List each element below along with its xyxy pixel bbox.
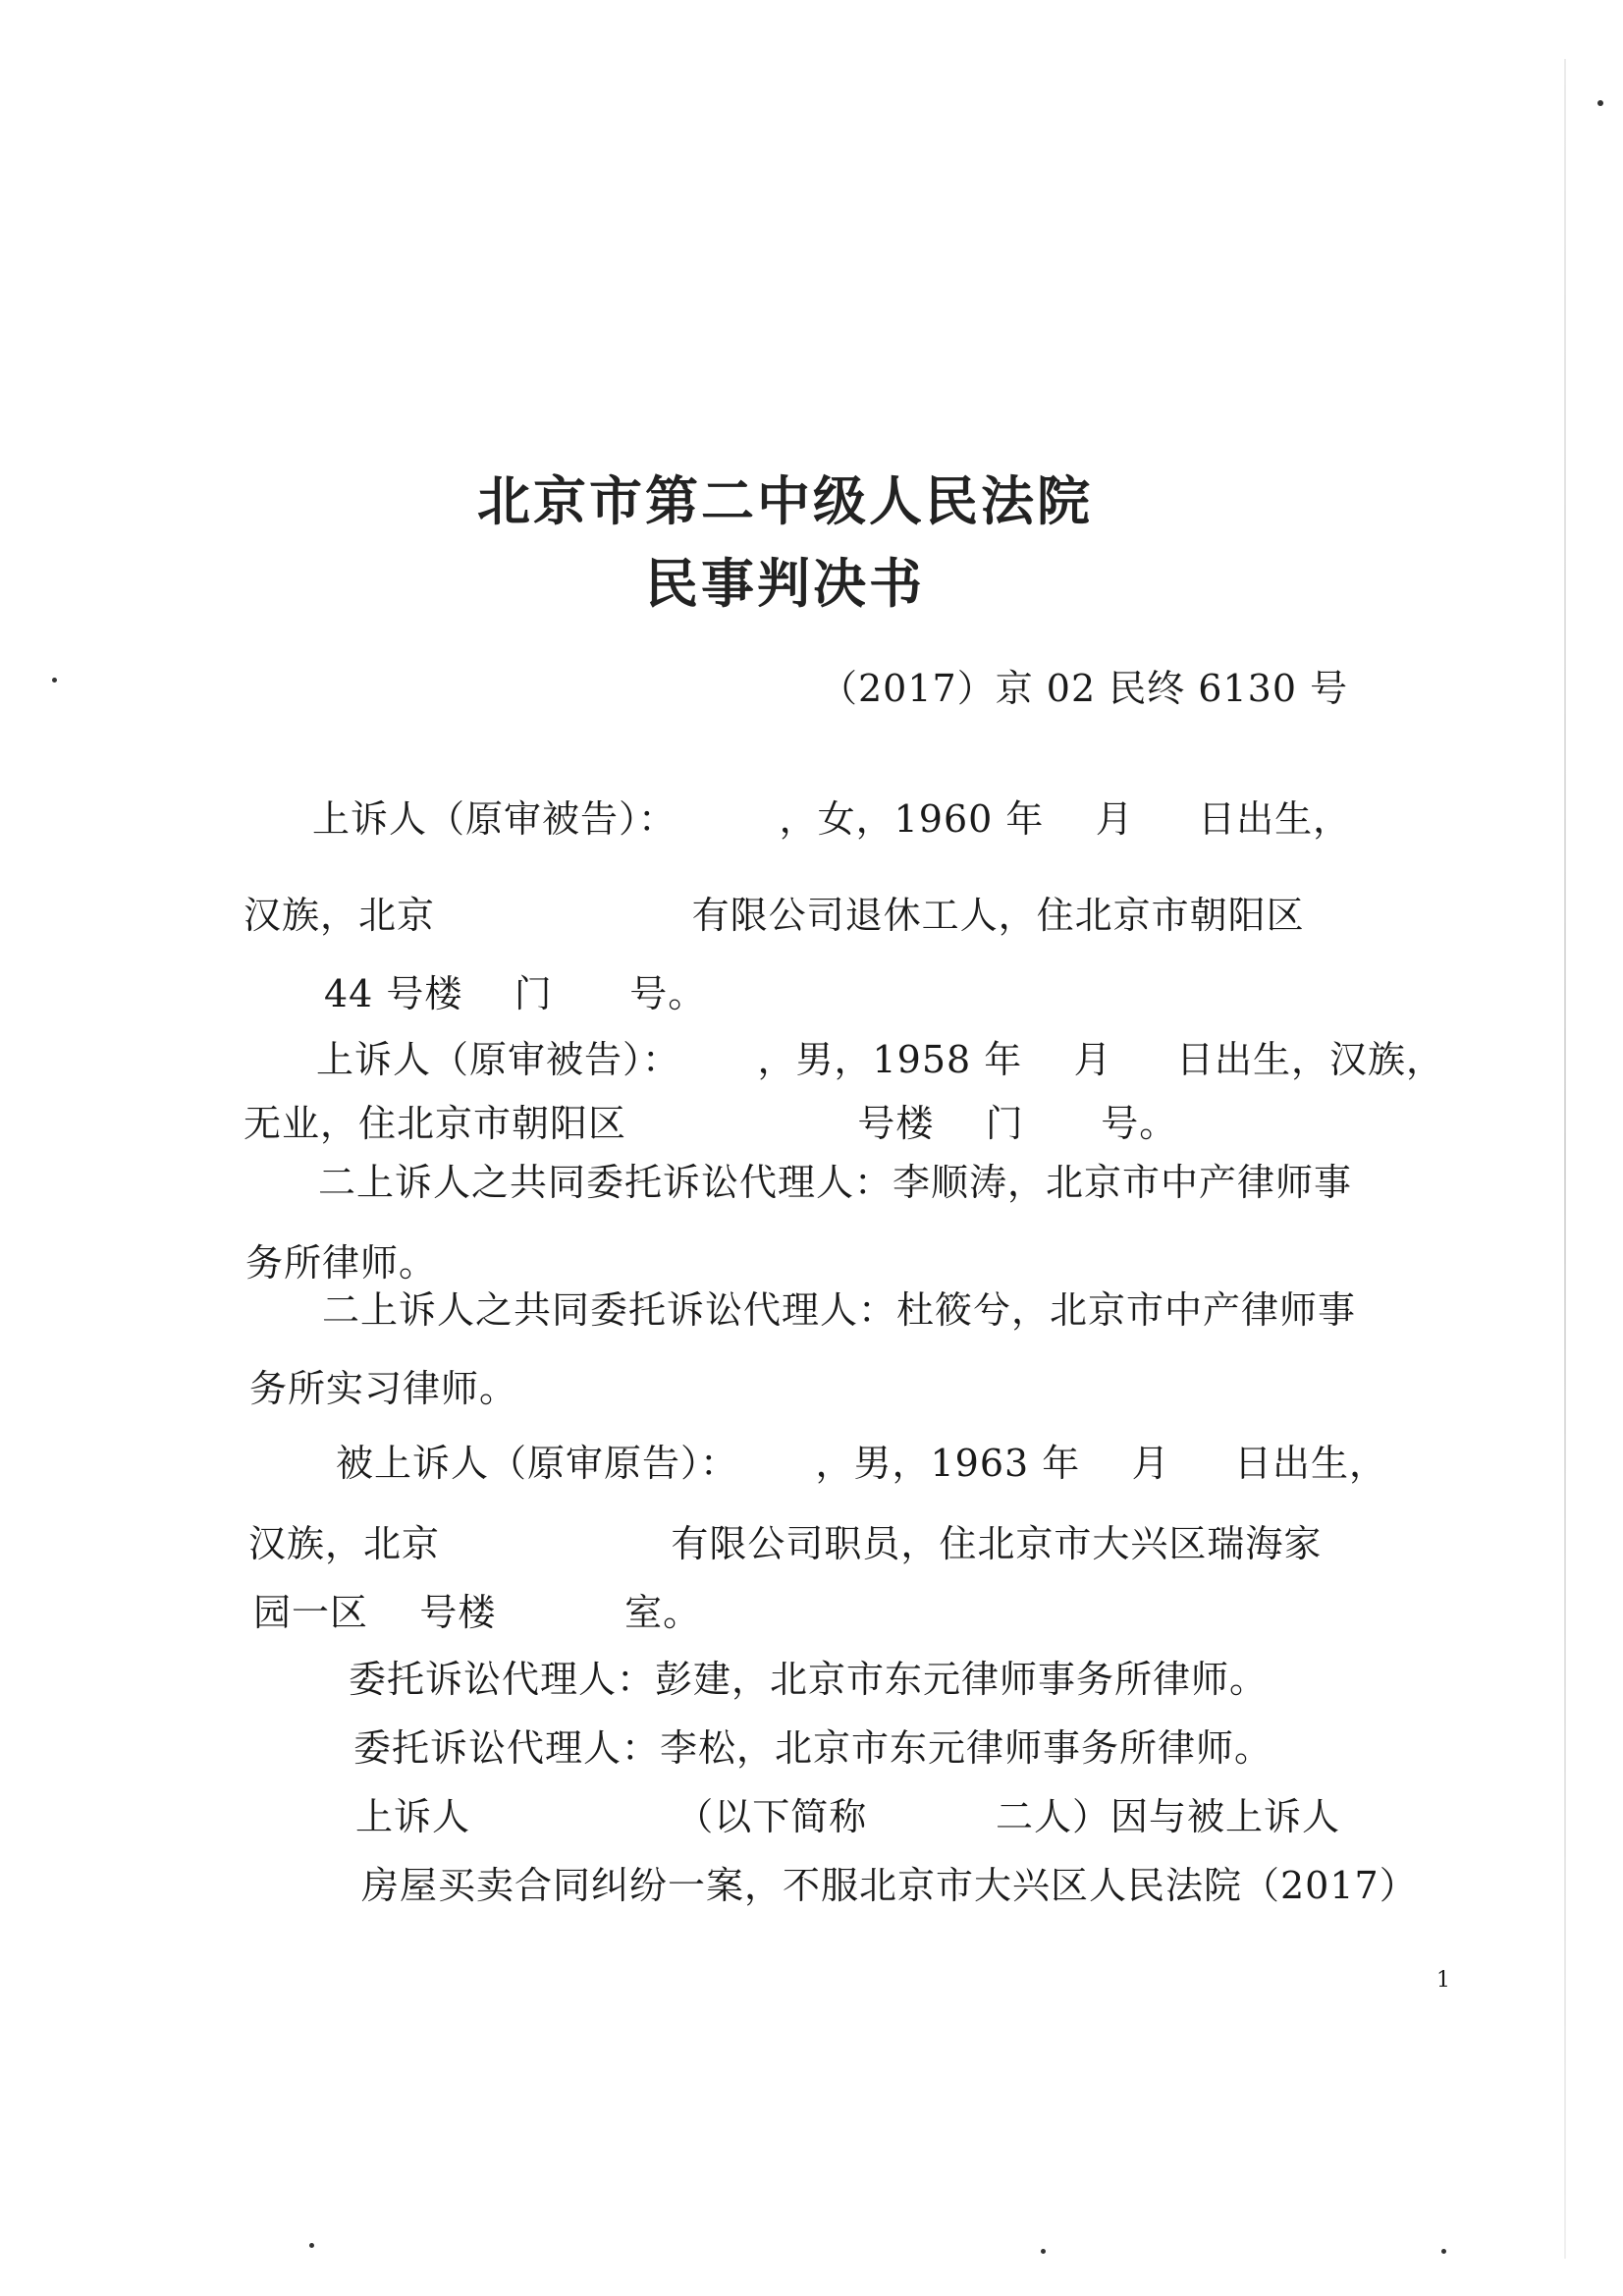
page-number: 1 [1436,1968,1450,1993]
body-line: 被上诉人（原审原告）： ，男，1963 年 月 日出生， [336,1442,1387,1485]
scan-speck [1597,100,1603,106]
scan-speck [52,678,57,683]
body-line: 二上诉人之共同委托诉讼代理人：杜筱兮，北京市中产律师事 [322,1288,1357,1332]
body-line: 务所实习律师。 [249,1367,518,1410]
body-line: 上诉人 （以下简称 二人）因与被上诉人 [355,1795,1341,1838]
document-type-title: 民事判决书 [645,553,925,615]
body-line: 委托诉讼代理人：李松，北京市东元律师事务所律师。 [353,1726,1273,1770]
body-line: 上诉人（原审被告）： ，男，1958 年 月 日出生，汉族， [316,1038,1444,1081]
body-line: 二上诉人之共同委托诉讼代理人：李顺涛，北京市中产律师事 [318,1161,1353,1204]
body-line: 汉族，北京 有限公司职员，住北京市大兴区瑞海家 [248,1522,1323,1565]
body-line: 委托诉讼代理人：彭建，北京市东元律师事务所律师。 [349,1658,1269,1701]
court-name: 北京市第二中级人民法院 [477,470,1093,532]
scan-edge-shadow [1564,59,1566,2259]
body-line: 上诉人（原审被告）： ，女，1960 年 月 日出生， [312,797,1352,841]
scan-speck [309,2243,314,2248]
body-line: 44 号楼 门 号。 [324,972,707,1015]
body-line: 汉族，北京 有限公司退休工人，住北京市朝阳区 [243,894,1305,937]
body-line: 园一区 号楼 室。 [253,1591,702,1634]
case-number: （2017）京 02 民终 6130 号 [820,667,1349,710]
body-line: 务所律师。 [245,1241,438,1285]
scan-speck [1041,2249,1046,2254]
body-line: 无业，住北京市朝阳区 号楼 门 号。 [243,1102,1178,1145]
body-line: 房屋买卖合同纠纷一案，不服北京市大兴区人民法院（2017） [361,1864,1418,1907]
scan-speck [1441,2249,1446,2254]
